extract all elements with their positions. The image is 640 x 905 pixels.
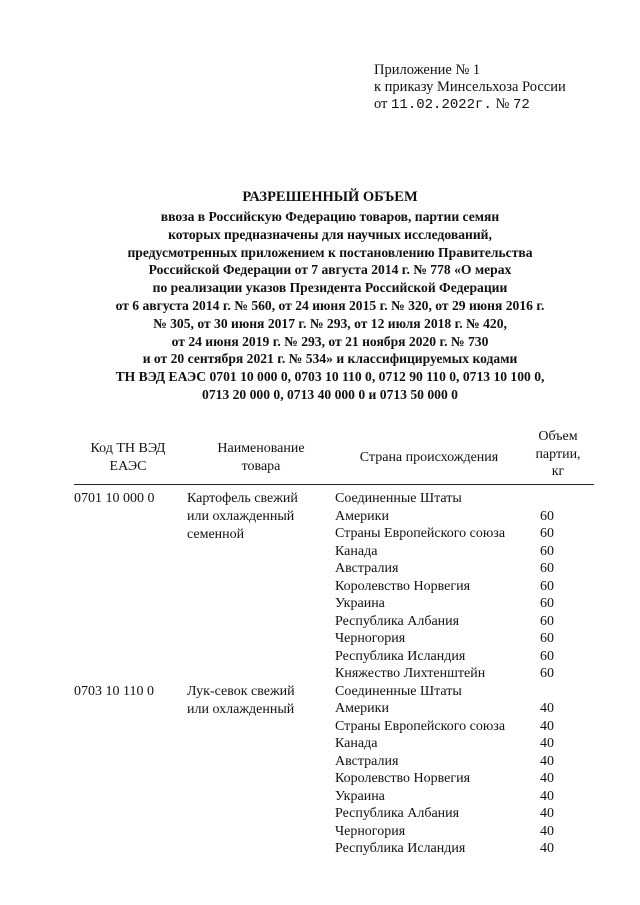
table-row <box>74 490 594 683</box>
appendix-order-ref: к приказу Минсельхоза России <box>374 79 566 95</box>
header-name-line: Наименование <box>217 441 305 456</box>
volume-value: 60 <box>540 613 554 629</box>
title-line: 0713 20 000 0, 0713 40 000 0 и 0713 50 000 0 <box>202 386 458 402</box>
country-name: Австралия <box>335 753 399 769</box>
volume-value: 60 <box>540 508 554 524</box>
country-name: Страны Европейского союза <box>335 718 506 734</box>
country-name: Королевство Норвегия <box>335 578 471 594</box>
product-name-line: или охлажденный <box>187 509 295 524</box>
country-name: Черногория <box>335 823 406 839</box>
volume-value: 60 <box>540 666 554 681</box>
header-code-line: ЕАЭС <box>109 458 147 474</box>
header-country: Страна происхождения <box>359 450 499 465</box>
volume-value: 60 <box>540 631 554 646</box>
country-name: Соединенные Штаты <box>335 491 462 506</box>
appendix-title: Приложение № 1 <box>374 62 481 78</box>
country-name: Княжество Лихтенштейн <box>335 666 486 681</box>
header-rule <box>74 484 594 485</box>
country-name: Украина <box>335 788 385 804</box>
appendix-date-line <box>374 96 624 114</box>
country-line <box>335 805 595 823</box>
product-name-line: семенной <box>187 527 245 542</box>
title-line: и от 20 сентября 2021 г. № 534» и классифицируемых кодами <box>142 351 518 367</box>
country-line <box>335 683 595 701</box>
title-line: № 305, от 30 июня 2017 г. № 293, от 12 июля 2018 г. № 420, <box>153 315 507 331</box>
volume-value: 40 <box>540 823 554 839</box>
country-line <box>335 648 595 666</box>
row-countries <box>335 683 595 858</box>
country-name: Канада <box>335 543 378 559</box>
volume-value: 60 <box>540 578 554 594</box>
order-date: 11.02.2022г. <box>391 97 492 113</box>
title-line: от 24 июня 2019 г. № 293, от 21 ноября 2020 г. № 730 <box>171 333 489 349</box>
country-name: Страны Европейского союза <box>335 526 506 541</box>
header-volume-line: кг <box>551 464 565 479</box>
row-countries <box>335 490 595 683</box>
number-label: № <box>495 96 510 112</box>
table-header <box>74 428 594 484</box>
country-name: Республика Исландия <box>335 648 466 664</box>
country-line <box>335 823 595 841</box>
country-line <box>335 525 595 543</box>
title-line: от 6 августа 2014 г. № 560, от 24 июня 2015 г. № 320, от 29 июня 2016 г. <box>115 297 545 313</box>
country-name: Америки <box>335 701 389 716</box>
title-line: ввоза в Российскую Федерацию товаров, партии семян <box>160 209 500 224</box>
date-prefix: от <box>374 96 388 112</box>
country-name: Республика Исландия <box>335 841 466 856</box>
volume-value: 40 <box>540 753 554 769</box>
country-name: Украина <box>335 596 385 611</box>
country-line <box>335 560 595 578</box>
row-code: 0701 10 000 0 <box>74 491 155 506</box>
header-volume <box>522 428 594 481</box>
country-name: Республика Албания <box>335 613 460 629</box>
header-volume-line: партии, <box>535 446 581 462</box>
country-line <box>335 735 595 753</box>
header-name-line: товара <box>241 458 281 474</box>
country-name: Республика Албания <box>335 806 460 821</box>
country-line <box>335 595 595 613</box>
volume-value: 40 <box>540 788 554 804</box>
volume-value: 40 <box>540 771 554 786</box>
volume-value: 60 <box>540 648 554 664</box>
title-line: которых предназначены для научных исследований, <box>168 226 492 242</box>
country-line <box>335 840 595 858</box>
country-line <box>335 630 595 648</box>
product-name-line: или охлажденный <box>187 701 295 717</box>
volume-table <box>74 428 594 858</box>
volume-value: 40 <box>540 841 554 856</box>
order-number: 72 <box>512 97 530 113</box>
header-name <box>186 440 336 475</box>
country-line <box>335 613 595 631</box>
appendix-header <box>374 62 624 114</box>
table-row <box>74 683 594 858</box>
row-code: 0703 10 110 0 <box>74 683 154 699</box>
volume-value: 40 <box>540 736 554 751</box>
country-line <box>335 753 595 771</box>
country-name: Королевство Норвегия <box>335 771 471 786</box>
country-line <box>335 788 595 806</box>
country-line <box>335 718 595 736</box>
volume-value: 60 <box>540 526 554 541</box>
product-name-line: Картофель свежий <box>187 491 298 506</box>
title-line: по реализации указов Президента Российской Федерации <box>152 280 508 296</box>
volume-value: 60 <box>540 596 554 611</box>
header-volume-line: Объем <box>538 429 578 444</box>
volume-value: 40 <box>540 701 554 716</box>
country-line <box>335 770 595 788</box>
country-name: Соединенные Штаты <box>335 683 462 699</box>
country-line <box>335 665 595 683</box>
row-product-name <box>187 683 332 719</box>
row-product-name <box>187 490 332 544</box>
table-body <box>74 490 594 858</box>
volume-value: 40 <box>540 718 554 734</box>
header-code-line: Код ТН ВЭД <box>90 441 166 456</box>
title-line: Российской Федерации от 7 августа 2014 г. № 778 «О мерах <box>148 262 512 278</box>
title-main: РАЗРЕШЕННЫЙ ОБЪЕМ <box>242 189 418 205</box>
country-line <box>335 700 595 718</box>
title-line: ТН ВЭД ЕАЭС 0701 10 000 0, 0703 10 110 0, 0712 90 110 0, 0713 10 100 0, <box>115 369 545 385</box>
title-line: предусмотренных приложением к постановлению Правительства <box>127 244 533 260</box>
country-name: Америки <box>335 508 389 524</box>
document-title <box>40 188 620 404</box>
volume-value: 40 <box>540 806 554 821</box>
volume-value: 60 <box>540 561 554 576</box>
country-line <box>335 578 595 596</box>
country-line <box>335 508 595 526</box>
country-name: Черногория <box>335 631 406 646</box>
country-line <box>335 490 595 508</box>
header-code <box>74 440 182 475</box>
country-name: Австралия <box>335 561 399 576</box>
country-line <box>335 543 595 561</box>
product-name-line: Лук-севок свежий <box>187 683 295 699</box>
country-name: Канада <box>335 736 378 751</box>
volume-value: 60 <box>540 543 554 559</box>
